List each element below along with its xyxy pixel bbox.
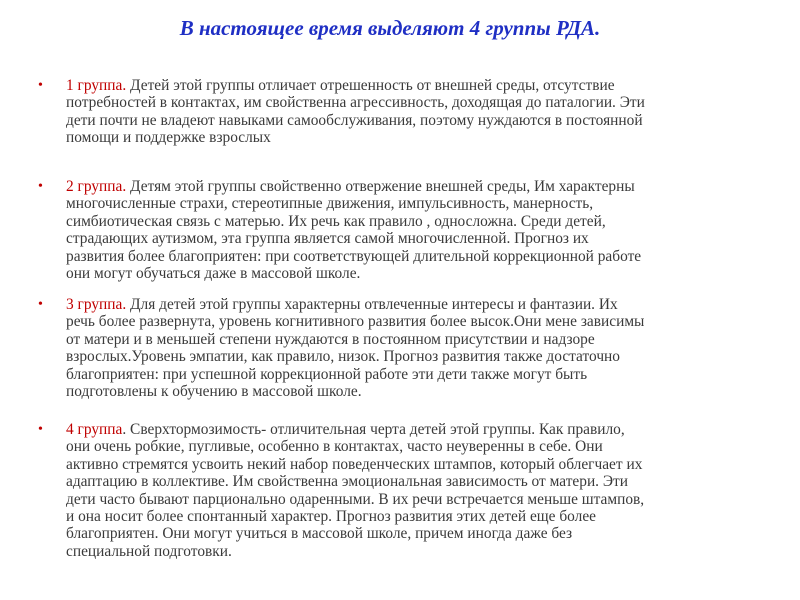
text-line: активно стремятся усвоить некий набор поведенческих штампов, который облегчает их <box>66 455 643 473</box>
text-line: дети почти не владеют навыками самообслуживания, поэтому нуждаются в постоянной <box>66 111 643 129</box>
text-line: Детей этой группы отличает отрешенность от внешней среды, отсутствие <box>126 77 615 94</box>
text-line: адаптацию в коллективе. Им свойственна эмоциональная зависимость от матери. Эти <box>66 473 628 491</box>
group-4-item <box>38 421 768 560</box>
text-line: и она носит более спонтанный характер. Прогноз развития этих детей еще более <box>66 508 596 526</box>
text-line: симбиотическая связь с матерью. Их речь как правило , односложна. Среди детей, <box>66 212 606 230</box>
group-label: 3 группа. <box>66 296 127 313</box>
text-line: специальной подготовки. <box>66 542 232 560</box>
text-line: помощи и поддержке взрослых <box>66 129 271 147</box>
text-line: страдающих аутизмом, эта группа является самой многочисленной. Прогноз их <box>66 230 589 248</box>
group-2-item <box>38 178 768 282</box>
text-line: подготовлены к обучению в массовой школе. <box>66 383 362 401</box>
text-line: потребностей в контактах, им свойственна агрессивность, доходящая до паталогии. Эти <box>66 94 645 112</box>
text-line: взрослых.Уровень эмпатии, как правило, низок. Прогноз развития также достаточно <box>66 348 620 366</box>
text-line: они очень робкие, пугливые, особенно в контактах, часто неуверенны в себе. Они <box>66 438 603 456</box>
bullet-icon: • <box>38 179 43 194</box>
text-line: благоприятен. Они могут учиться в массовой школе, причем иногда даже без <box>66 525 573 543</box>
text-line: они могут обучаться даже в массовой школе. <box>66 265 361 283</box>
bullet-icon: • <box>38 297 43 312</box>
slide-title: В настоящее время выделяют 4 группы РДА. <box>179 16 601 40</box>
text-line: речь более развернута, уровень когнитивного развития более высок.Они мене зависимы <box>66 313 645 331</box>
text-line: развития более благоприятен: при соответствующей длительной коррекционной работе <box>66 247 642 265</box>
text-line: многочисленные страхи, стереотипные движения, импульсивность, манерность, <box>66 195 594 213</box>
text-line: Детям этой группы свойственно отвержение внешней среды, Им характерны <box>126 178 635 195</box>
group-label: 2 группа. <box>66 178 127 195</box>
text-line: благоприятен: при успешной коррекционной работе эти дети также могут быть <box>66 365 588 383</box>
text-line: Для детей этой группы характерны отвлеченные интересы и фантазии. Их <box>126 296 618 313</box>
text-line: от матери и в меньшей степени нуждаются в постоянном присутствии и надзоре <box>66 330 595 348</box>
group-label: 4 группа <box>66 421 123 438</box>
text-line: дети часто бывают парционально одаренными. В их речи встречается меньше штампов, <box>66 490 645 508</box>
bullet-icon: • <box>38 78 43 93</box>
text-line: . Сверхтормозимость- отличительная черта детей этой группы. Как правило, <box>122 421 625 438</box>
group-3-item <box>38 296 768 400</box>
bullet-icon: • <box>38 422 43 437</box>
group-1-item <box>38 77 768 147</box>
group-label: 1 группа. <box>66 77 127 94</box>
